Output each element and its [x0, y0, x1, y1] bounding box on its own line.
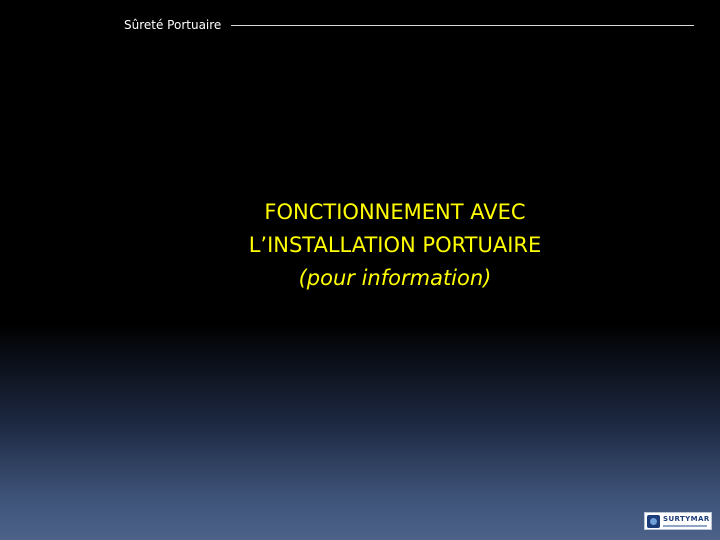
logo-text [663, 516, 710, 527]
header-title: Sûreté Portuaire [124, 18, 222, 32]
surtymar-logo [644, 512, 712, 530]
logo-emblem-icon [647, 515, 660, 528]
slide-title-block [0, 196, 720, 294]
header-divider [231, 25, 694, 26]
logo-tagline-bar [663, 525, 707, 527]
slide-title-line-1: FONCTIONNEMENT AVEC [264, 200, 526, 224]
slide-header [124, 16, 694, 34]
slide-subtitle: (pour information) [298, 266, 492, 290]
slide-title-line-2: L’INSTALLATION PORTUAIRE [248, 233, 542, 257]
logo-name: SURTYMAR [663, 514, 710, 523]
